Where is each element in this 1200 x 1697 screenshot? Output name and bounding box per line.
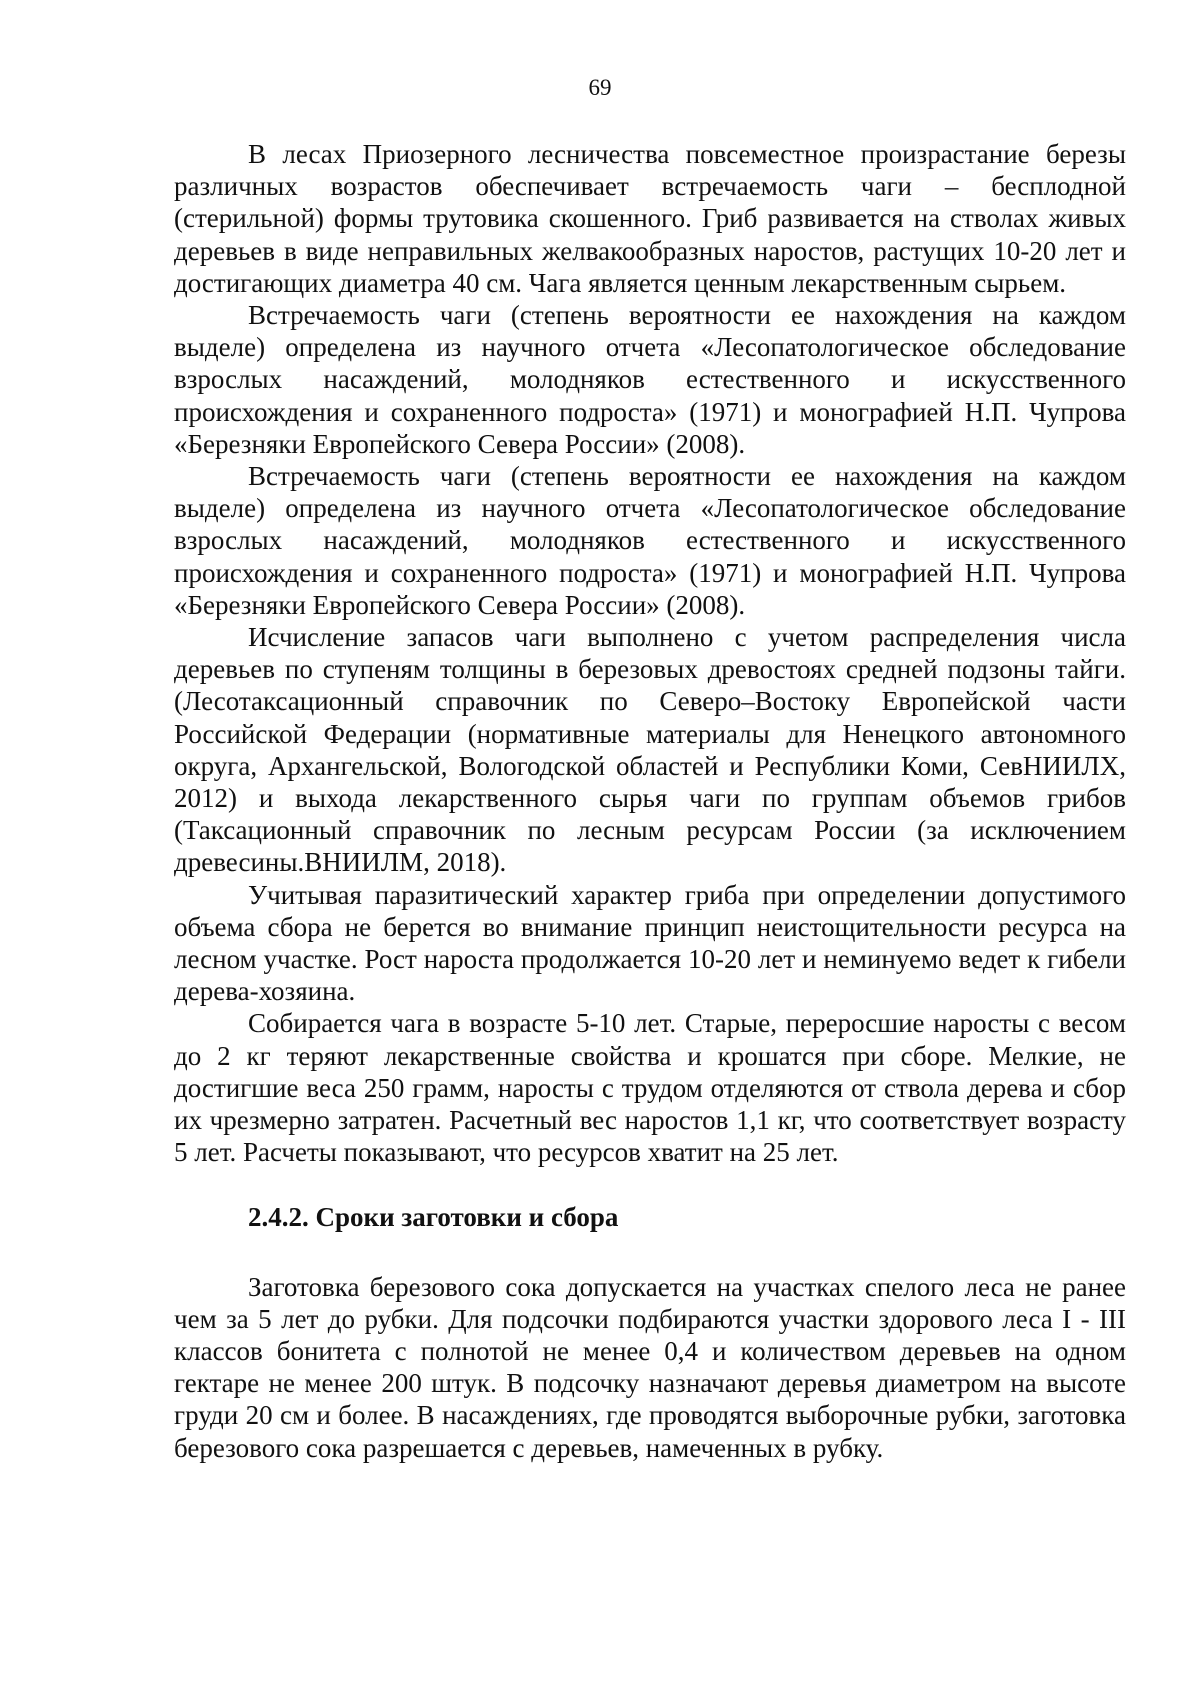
document-body — [174, 138, 1126, 1464]
page-number: 69 — [588, 75, 612, 100]
paragraph-chaga-stock-calculation: Исчисление запасов чаги выполнено с учетом распределения числа деревьев по ступеням толщины в березовых древостоях средней подзоны тайги. (Лесотаксационный справочник по Северо–Востоку Европейской части Российской Федерации (нормативные материалы для Ненецкого автономного округа, Архангельской, Вологодской областей и Республики Коми, СевНИИЛХ, 2012) и выхода лекарственного сырья чаги по группам объемов грибов (Таксационный справочник по лесным ресурсам России (за исключением древесины.ВНИИЛМ, 2018). — [174, 622, 1126, 878]
section-heading: 2.4.2. Сроки заготовки и сбора — [248, 1201, 619, 1232]
paragraph-chaga-occurrence-repeat: Встречаемость чаги (степень вероятности ее нахождения на каждом выделе) определена из научного отчета «Лесопатологическое обследование взрослых насаждений, молодняков естественного и искусственного происхождения и сохраненного подроста» (1971) и монографией Н.П. Чупрова «Березняки Европейского Севера России» (2008). — [174, 461, 1126, 620]
paragraph-collection-age: Собирается чага в возрасте 5-10 лет. Старые, переросшие наросты с весом до 2 кг теряют лекарственные свойства и крошатся при сборе. Мелкие, не достигшие веса 250 грамм, наросты с трудом отделяются от ствола дерева и сбор их чрезмерно затратен. Расчетный вес наростов 1,1 кг, что соответствует возрасту 5 лет. Расчеты показывают, что ресурсов хватит на 25 лет. — [174, 1008, 1126, 1168]
paragraph-chaga-occurrence: Встречаемость чаги (степень вероятности ее нахождения на каждом выделе) определена из научного отчета «Лесопатологическое обследование взрослых насаждений, молодняков естественного и искусственного происхождения и сохраненного подроста» (1971) и монографией Н.П. Чупрова «Березняки Европейского Севера России» (2008). — [174, 300, 1126, 459]
paragraph-parasitic-character: Учитывая паразитический характер гриба при определении допустимого объема сбора не берется во внимание принцип неистощительности ресурса на лесном участке. Рост нароста продолжается 10-20 лет и неминуемо ведет к гибели дерева-хозяина. — [174, 879, 1126, 1007]
paragraph-chaga-distribution: В лесах Приозерного лесничества повсеместное произрастание березы различных возрастов обеспечивает встречаемость чаги – бесплодной (стерильной) формы трутовика скошенного. Гриб развивается на стволах живых деревьев в виде неправильных желвакообразных наростов, растущих 10-20 лет и достигающих диаметра 40 см. Чага является ценным лекарственным сырьем. — [174, 139, 1126, 298]
paragraph-birch-sap: Заготовка березового сока допускается на участках спелого леса не ранее чем за 5 лет до рубки. Для подсочки подбираются участки здорового леса I - III классов бонитета с полнотой не менее 0,4 и количеством деревьев на одном гектаре не менее 200 штук. В подсочку назначают деревья диаметром на высоте груди 20 см и более. В насаждениях, где проводятся выборочные рубки, заготовка березового сока разрешается с деревьев, намеченных в рубку. — [174, 1271, 1126, 1463]
